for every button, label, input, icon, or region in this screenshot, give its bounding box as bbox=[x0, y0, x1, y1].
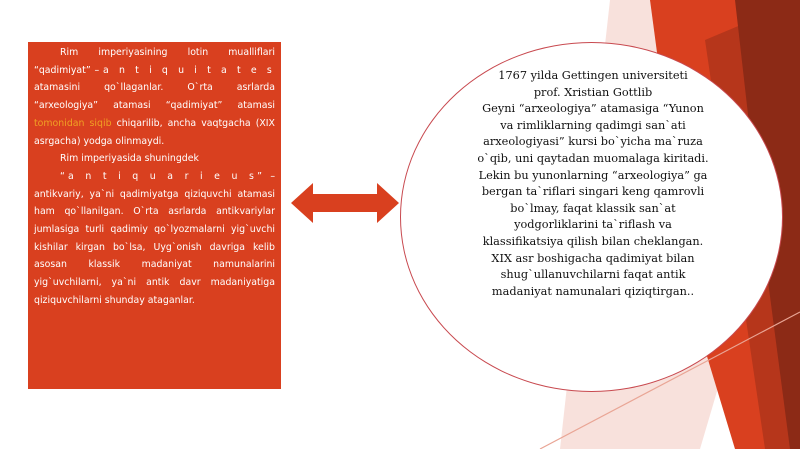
ellipse-line: shug`ullanuvchilarni faqat antik bbox=[500, 268, 686, 282]
double-arrow-shape bbox=[291, 183, 399, 223]
latin-terms-panel bbox=[28, 42, 281, 389]
paragraph-also: Rim imperiyasida shuningdek bbox=[60, 153, 199, 165]
ellipse-line: arxeologiyasi” kursi bo`yicha ma`ruza bbox=[483, 135, 703, 149]
p1-highlighted-text: tomonidan siqib bbox=[34, 117, 112, 129]
paragraph-antiquarieus bbox=[34, 168, 275, 310]
ellipse-line: 1767 yilda Gettingen universiteti bbox=[498, 69, 688, 82]
paragraph-antiquitates bbox=[34, 44, 275, 150]
ellipse-line: yodgorliklarini ta`riflash va bbox=[514, 218, 672, 232]
p3-text: – antikvariy, ya`ni qadimiyatga qiziquvchi atamasi ham qo`llanilgan. O`rta asrlarda antikvariylar jumlasiga turli qadimiy qo`lyozmalarni yig`uvchi kishilar kirgan bo`lsa, Uyg`onish davriga kelib asosan klassik madaniyat namunalarini yig`uvchilarni, ya`ni antik davr madaniyatiga qiziquvchilarni shunday ataganlar. bbox=[34, 170, 276, 306]
p1-text-middle: atamasini qo`llaganlar. O`rta asrlarda “arxeologiya” atamasi “qadimiyat” atamasi bbox=[34, 82, 275, 112]
ellipse-line: prof. Xristian Gottlib bbox=[533, 85, 653, 99]
ellipse-line: klassifikatsiya qilish bilan cheklangan. bbox=[482, 234, 704, 248]
ellipse-line: madaniyat namunalari qiziqtirgan.. bbox=[491, 284, 695, 298]
ellipse-line: bergan ta`riflari singari keng qamrovli bbox=[481, 185, 705, 199]
ellipse-line: XIX asr boshigacha qadimiyat bilan bbox=[491, 251, 695, 265]
ellipse-text-block bbox=[458, 68, 728, 300]
ellipse-line: o`qib, uni qaytadan muomalaga kiritadi. bbox=[477, 151, 709, 165]
double-arrow-icon bbox=[291, 183, 399, 223]
p1-text-end: chiqarilib, ancha vaqtgacha (XIX asrgacha) yodga olinmaydi. bbox=[34, 117, 275, 147]
ellipse-line: Lekin bu yunonlarning “arxeologiya” ga bbox=[478, 168, 708, 182]
ellipse-line: Geyni “arxeologiya” atamasiga “Yunon bbox=[482, 102, 704, 116]
ellipse-line: va rimliklarning qadimgi san`ati bbox=[500, 118, 686, 132]
p1-text-start: Rim imperiyasining lotin mualliflari “qadimiyat” – bbox=[34, 47, 275, 76]
term-antiquitates: a n t i q u i t a t e s bbox=[103, 64, 275, 76]
term-antiquarieus: “a n t i q u a r i e u s” bbox=[60, 170, 266, 182]
ellipse-line: bo`lmay, faqat klassik san`at bbox=[510, 201, 676, 215]
